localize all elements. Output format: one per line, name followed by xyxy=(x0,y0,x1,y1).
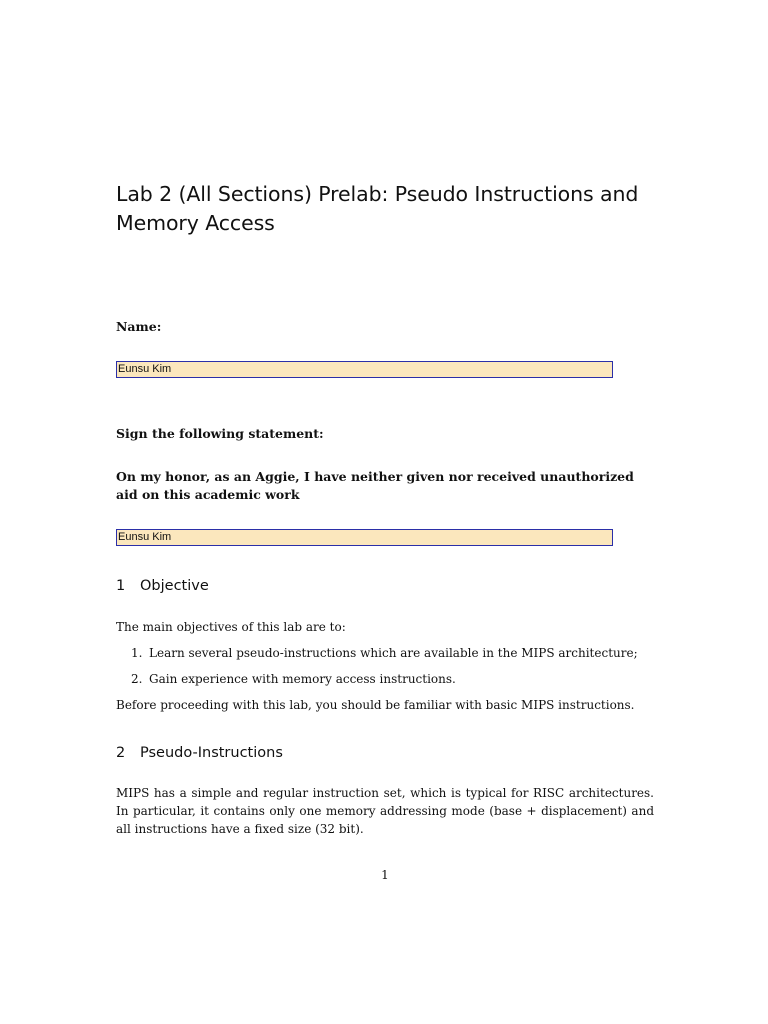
section-title: Objective xyxy=(140,578,209,594)
objectives-list xyxy=(116,644,654,696)
objectives-intro: The main objectives of this lab are to: xyxy=(116,620,346,634)
list-item-text: Gain experience with memory access instructions. xyxy=(149,672,456,686)
section-heading-objective xyxy=(116,576,209,596)
section-number: 2 xyxy=(116,745,126,761)
honor-statement: On my honor, as an Aggie, I have neither given nor received unauthorized aid on this academic work xyxy=(116,469,634,502)
list-item-text: Learn several pseudo-instructions which are available in the MIPS architecture; xyxy=(149,646,638,660)
list-marker: 1. xyxy=(131,646,143,660)
sign-instruction: Sign the following statement: xyxy=(116,426,324,441)
name-field[interactable] xyxy=(116,361,613,378)
document-title: Lab 2 (All Sections) Prelab: Pseudo Instructions and Memory Access xyxy=(116,182,639,235)
signature-field[interactable] xyxy=(116,529,613,546)
section-title: Pseudo-Instructions xyxy=(140,745,283,761)
objectives-outro: Before proceeding with this lab, you should be familiar with basic MIPS instructions. xyxy=(116,698,635,712)
list-marker: 2. xyxy=(131,672,143,686)
page-number: 1 xyxy=(381,868,389,882)
list-item xyxy=(116,644,654,662)
section-number: 1 xyxy=(116,578,126,594)
document-page xyxy=(116,0,654,1024)
pseudo-instructions-body: MIPS has a simple and regular instruction set, which is typical for RISC architectures. In particular, it contains only one memory addressing mode (base + displacement) and all instructions have a fixed size (32 bit). xyxy=(116,786,654,836)
section-heading-pseudo-instructions xyxy=(116,743,283,763)
list-item xyxy=(116,670,654,688)
name-label: Name: xyxy=(116,319,162,334)
